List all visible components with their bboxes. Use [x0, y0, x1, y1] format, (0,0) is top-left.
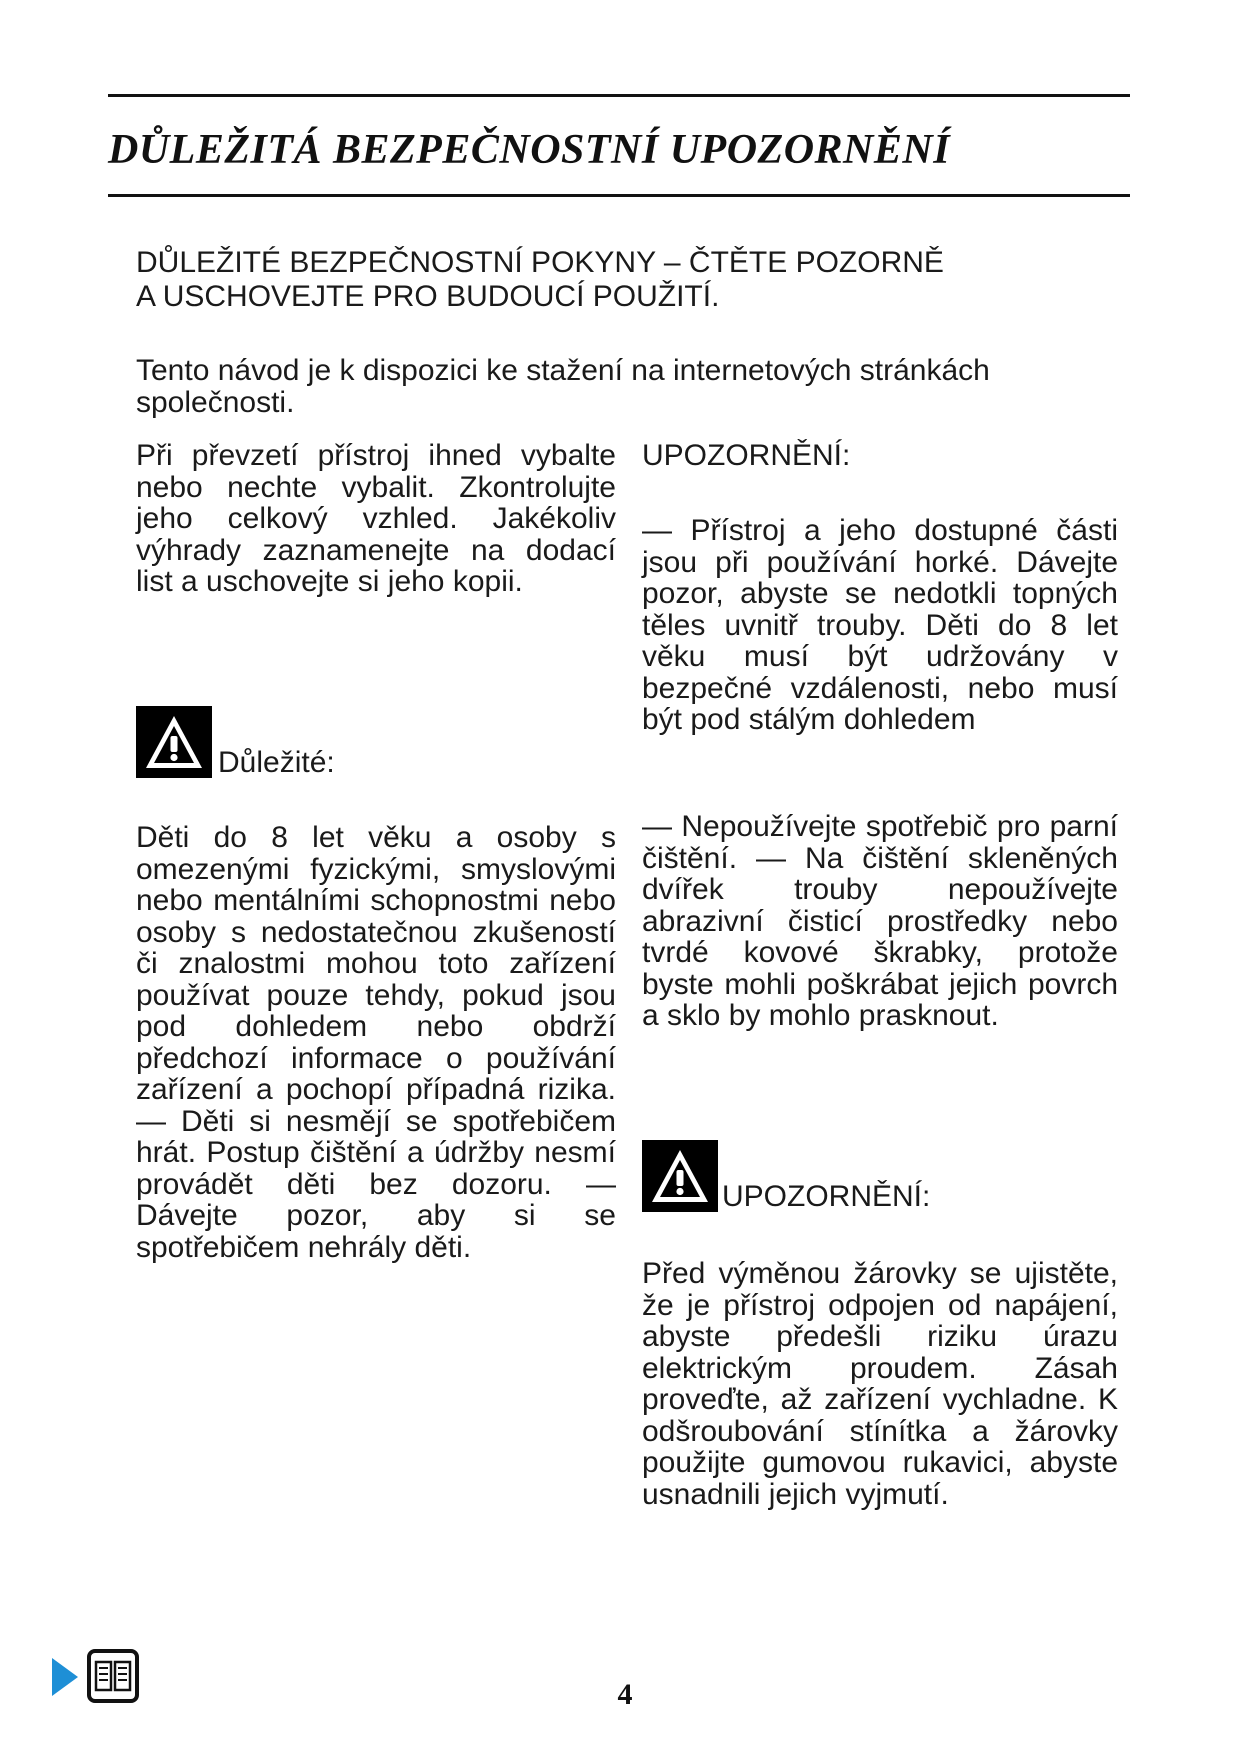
warning-triangle-icon: [642, 1140, 718, 1212]
book-icon[interactable]: [86, 1648, 140, 1704]
play-arrow-icon[interactable]: [52, 1658, 78, 1696]
bulb-replacement-paragraph: Před výměnou žárovky se ujistěte, že je přístroj odpojen od napájení, abyste předešli riziku úrazu elektrickým proudem. Zásah proveďte, až zařízení vychladne. K odšroubování stínítka a žárovky použijte gumovou rukavici, abyste usnadnili jejich vyjmutí.: [642, 1257, 1118, 1511]
intro-title-line-1: DŮLEŽITÉ BEZPEČNOSTNÍ POKYNY – ČTĚTE POZORNĚ: [136, 246, 944, 279]
important-label: Důležité:: [218, 746, 335, 779]
unpacking-paragraph: Při převzetí přístroj ihned vybalte nebo nechte vybalit. Zkontrolujte jeho celkový vzhled. Jakékoliv výhrady zaznamenejte na dodací list a uschovejte si jeho kopii.: [136, 439, 616, 598]
warning-heading: UPOZORNĚNÍ:: [642, 439, 851, 472]
download-note: Tento návod je k dispozici ke stažení na internetových stránkách společnosti.: [136, 354, 990, 419]
page-heading: DŮLEŽITÁ BEZPEČNOSTNÍ UPOZORNĚNÍ: [108, 127, 951, 173]
hot-parts-paragraph: — Přístroj a jeho dostupné části jsou při používání horké. Dávejte pozor, abyste se nedotkli topných těles uvnitř trouby. Děti do 8 let věku musí být udržovány v bezpečné vzdálenosti, nebo musí být pod stálým dohledem: [642, 514, 1118, 736]
page-number: 4: [617, 1678, 633, 1711]
top-rule: [108, 94, 1130, 97]
intro-title: [136, 246, 1086, 314]
heading-underline: [108, 194, 1130, 197]
children-safety-paragraph: Děti do 8 let věku a osoby s omezenými fyzickými, smyslovými nebo mentálními schopnostmi nebo osoby s nedostatečnou zkušeností či znalostmi mohou toto zařízení používat pouze tehdy, pokud jsou pod dohledem nebo obdrží předchozí informace o používání zařízení a pochopí případná rizika. — Děti si nesmějí se spotřebičem hrát. Postup čištění a údržby nesmí provádět děti bez dozoru. — Dávejte pozor, aby si se spotřebičem nehrály děti.: [136, 821, 616, 1264]
warning-triangle-icon: [136, 706, 212, 778]
steam-cleaning-paragraph: — Nepoužívejte spotřebič pro parní čištění. — Na čištění skleněných dvířek trouby nepoužívejte abrazivní čisticí prostředky nebo tvrdé kovové škrabky, protože byste mohli poškrábat jejich povrch a sklo by mohlo prasknout.: [642, 810, 1118, 1032]
warning-label: UPOZORNĚNÍ:: [722, 1180, 931, 1213]
intro-title-line-2: A USCHOVEJTE PRO BUDOUCÍ POUŽITÍ.: [136, 280, 720, 313]
